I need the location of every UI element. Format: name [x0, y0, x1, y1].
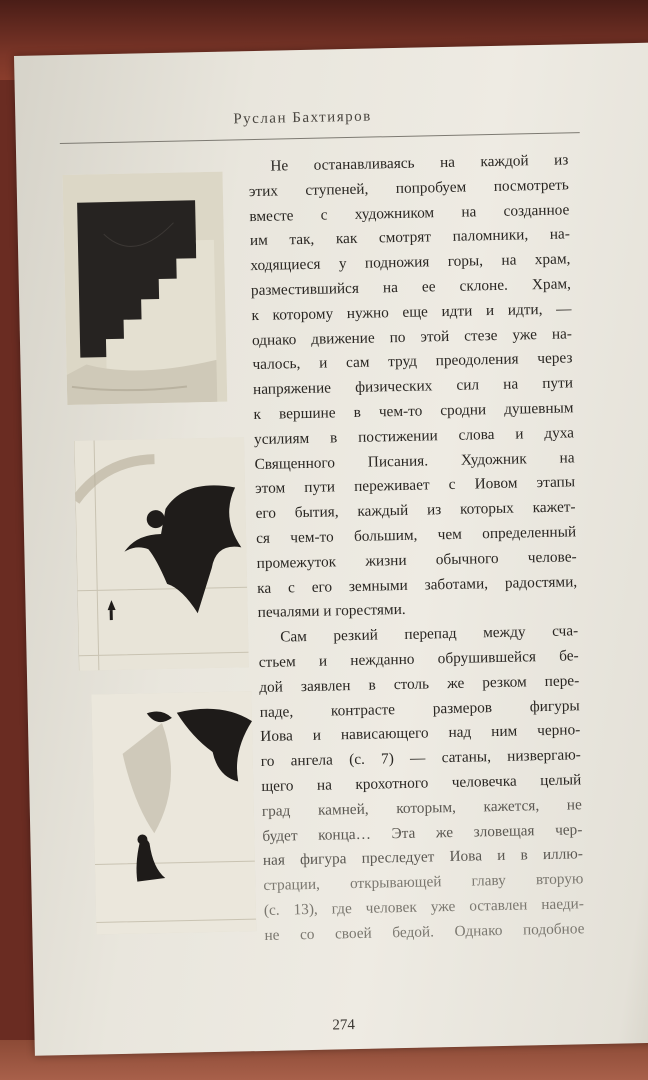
staircase-illustration	[63, 172, 228, 405]
text-line: этом пути переживает с Иовом этапы	[254, 473, 576, 498]
header-rule	[60, 132, 580, 144]
text-line: Священного Писания. Художник на	[254, 448, 575, 473]
text-line: чалось, и сам труд преодоления через	[252, 349, 573, 374]
text-line: разместившийся на ее склоне. Храм,	[250, 275, 572, 300]
text-line: этих ступеней, попробуем посмотреть	[248, 176, 569, 200]
text-line: им так, как смотрят паломники, на-	[249, 225, 571, 250]
text-line: ся чем-то большим, чем определенный	[255, 523, 577, 547]
text-line: напряжение физических сил на пути	[252, 374, 574, 399]
text-line: паде, контрасте размеров фигуры	[259, 696, 580, 721]
text-line: ка с его земными заботами, радостями,	[257, 572, 578, 597]
text-line: (с. 13), где человек уже оставлен наеди-	[263, 895, 585, 919]
text-line: усилиям в постижении слова и духа	[253, 424, 575, 448]
text-line: щего на крохотного человечка целый	[261, 771, 582, 795]
falling-figures-illustration	[91, 691, 256, 934]
text-line: будет конца… Эта же зловещая чер-	[262, 820, 583, 845]
text-line: Сам резкий перепад между сча-	[280, 622, 579, 646]
text-line: стьем и нежданно обрушившейся бе-	[258, 647, 579, 671]
text-line: ходящиеся у подножия горы, на храм,	[250, 250, 571, 275]
text-line: вместе с художником на созданное	[249, 200, 570, 225]
text-line: ная фигура преследует Иова и в иллю-	[262, 845, 584, 870]
text-line: Не останавливаясь на каждой из	[270, 151, 569, 175]
text-line: печалями и горестями.	[257, 601, 406, 622]
text-line: Иова и нависающего над ним черно-	[260, 721, 581, 746]
text-line: промежуток жизни обычного челове-	[256, 548, 577, 572]
page-number: 274	[332, 1017, 356, 1034]
text-line: страции, открывающей главу вторую	[263, 870, 584, 895]
text-line: дой заявлен в столь же резком пере-	[259, 672, 580, 696]
text-line: его бытия, каждый из которых кажет-	[255, 498, 576, 523]
body-text	[248, 148, 585, 948]
book-page	[14, 42, 648, 1055]
running-head: Руслан Бахтияров	[233, 108, 372, 128]
text-line: град камней, которым, кажется, не	[261, 795, 582, 820]
angel-illustration	[74, 437, 249, 671]
text-line: не со своей бедой. Однако подобное	[264, 919, 585, 944]
text-line: однако движение по этой стезе уже на-	[251, 324, 573, 349]
text-line: го ангела (с. 7) — сатаны, низвергаю-	[260, 746, 581, 771]
text-line: к вершине в чем-то сродни душевным	[253, 399, 574, 424]
text-line: к которому нужно еще идти и идти, —	[251, 300, 572, 324]
